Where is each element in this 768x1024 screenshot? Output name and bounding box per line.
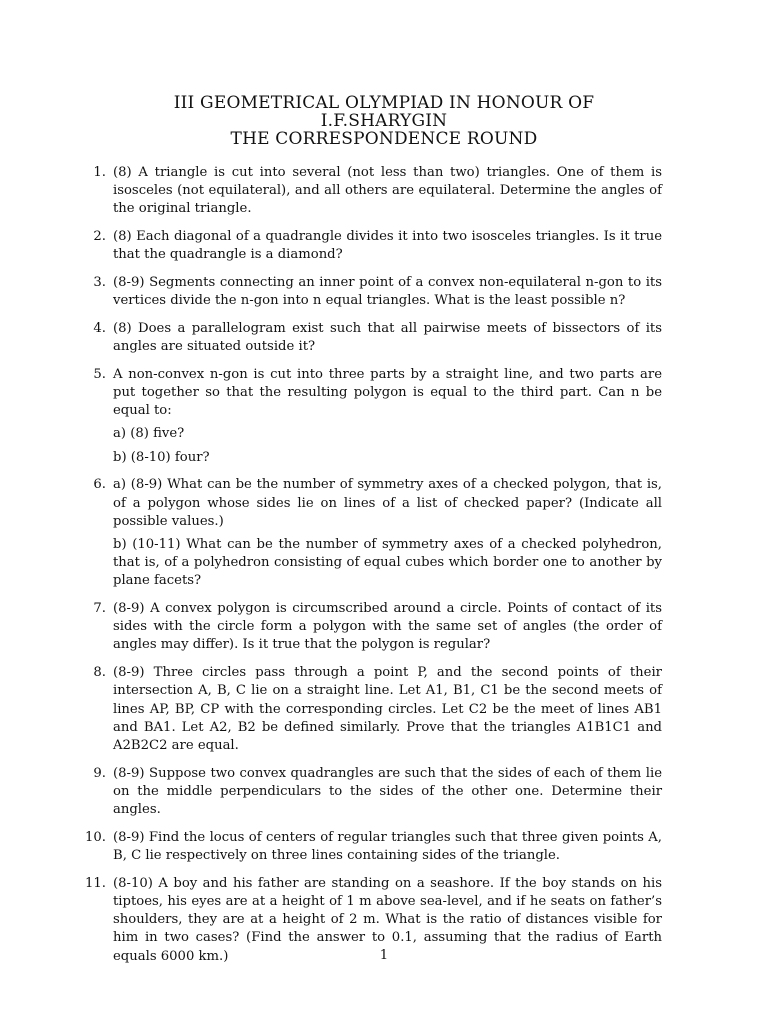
problem-number: 11. — [85, 875, 106, 891]
problem-text: A non-convex n-gon is cut into three parts by a straight line, and two parts are put together so that the resulting polygon is equal to the third part. Can n be equal to: — [113, 366, 662, 419]
title-line-1: III GEOMETRICAL OLYMPIAD IN HONOUR OF — [173, 93, 595, 113]
problem-item — [82, 600, 662, 655]
title-line-2: I.F.SHARYGIN — [320, 111, 448, 131]
problem-text: (8-9) Find the locus of centers of regular triangles such that three given points A, B, C lie respectively on three lines containing sides of the triangle. — [113, 829, 662, 863]
problem-text: (8-9) A convex polygon is circumscribed around a circle. Points of contact of its sides with the circle form a polygon with the same set of angles (the order of angles may differ). Is it true that the polygon is regular? — [113, 601, 662, 653]
problem-number: 2. — [93, 229, 106, 245]
problem-text: (8) Each diagonal of a quadrangle divides it into two isosceles triangles. Is it true that the quadrangle is a diamond? — [113, 229, 662, 263]
problem-number: 9. — [93, 765, 106, 781]
problem-number: 10. — [85, 829, 106, 845]
problem-number: 4. — [93, 320, 106, 336]
problem-number: 3. — [93, 275, 106, 291]
problem-text: (8-10) A boy and his father are standing on a seashore. If the boy stands on his tiptoes, his eyes are at a height of 1 m above sea-level, and if he seats on father’s shoulders, they are at a height of 2 m. What is the ratio of distances visible for him in two cases? (Find the answer to 0.1, assuming that the radius of Earth equals 6000 km.) — [113, 875, 662, 964]
problem-item — [82, 829, 662, 865]
title-line-3: THE CORRESPONDENCE ROUND — [230, 129, 538, 149]
problem-text: (8-9) Three circles pass through a point P, and the second points of their intersection A, B, C lie on a straight line. Let A1, B1, C1 be the second meets of lines AP, BP, CP with the corresponding circles. Let C2 be the meet of lines AB1 and BA1. Let A2, B2 be defined similarly. Prove that the triangles A1B1C1 and A2B2C2 are equal. — [113, 665, 662, 753]
problem-item — [82, 664, 662, 755]
document-title — [0, 94, 768, 148]
problem-item — [82, 274, 662, 310]
problem-number: 6. — [93, 477, 106, 493]
problem-text: (8) A triangle is cut into several (not less than two) triangles. One of them is isosceles (not equilateral), and all others are equilateral. Determine the angles of the original triangle. — [113, 165, 662, 217]
problem-item — [82, 228, 662, 264]
problem-list — [82, 164, 662, 975]
problem-subpart: b) (10-11) What can be the number of symmetry axes of a checked polyhedron, that is, of a polyhedron consisting of equal cubes which border one to another by plane facets? — [113, 536, 662, 589]
problem-number: 5. — [93, 366, 106, 382]
problem-item — [82, 476, 662, 590]
problem-subpart: b) (8-10) four? — [113, 449, 210, 465]
problem-subpart: a) (8) five? — [113, 426, 185, 442]
problem-number: 8. — [93, 665, 106, 681]
problem-item — [82, 366, 662, 467]
problem-number: 7. — [93, 601, 106, 617]
problem-item — [82, 320, 662, 356]
problem-text: (8-9) Suppose two convex quadrangles are such that the sides of each of them lie on the middle perpendiculars to the sides of the other one. Determine their angles. — [113, 765, 662, 818]
problem-number: 1. — [93, 165, 106, 180]
problem-item — [82, 164, 662, 219]
problem-item — [82, 765, 662, 820]
problem-text: a) (8-9) What can be the number of symmetry axes of a checked polygon, that is, of a polygon whose sides lie on lines of a list of checked paper? (Indicate all possible values.) — [113, 477, 662, 529]
problem-text: (8-9) Segments connecting an inner point of a convex non-equilateral n-gon to its vertices divide the n-gon into n equal triangles. What is the least possible n? — [113, 275, 662, 309]
problem-text: (8) Does a parallelogram exist such that all pairwise meets of bissectors of its angles are situated outside it? — [113, 320, 662, 355]
page-number: 1 — [379, 948, 389, 963]
